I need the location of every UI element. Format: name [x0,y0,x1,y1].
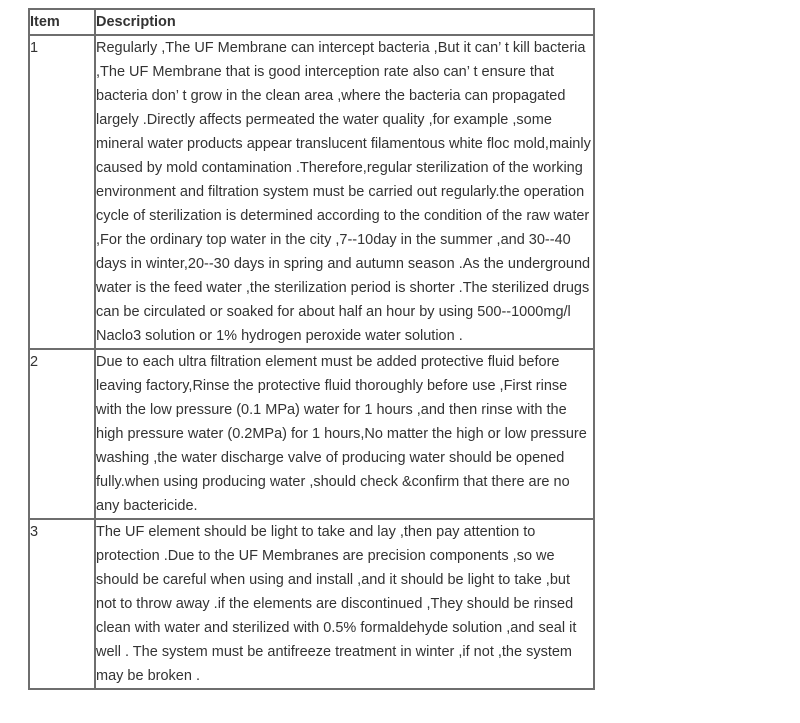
row-description [95,349,594,519]
table-row [29,349,594,519]
table-header-row [29,9,594,35]
maintenance-table [28,8,595,690]
row-item-number: 3 [29,519,95,689]
header-item: Item [29,9,95,35]
row-description-text: Regularly ,The UF Membrane can intercept bacteria ,But it can’ t kill bacteria ,The UF Membrane that is good interception rate also can’ t ensure that bacteria don’ t grow in the clean area ,where the bacteria can propagated largely .Directly affects permeated the water quality ,for example ,some mineral water products appear translucent filamentous white floc mold,mainly caused by mold contamination .Therefore,regular sterilization of the working environment and filtration system must be carried out regularly.the operation cycle of sterilization is determined according to the condition of the raw water ,For the ordinary top water in the city ,7--10day in the summer ,and 30--40 days in winter,20--30 days in spring and autumn season .As the underground water is the feed water ,the sterilization period is shorter .The sterilized drugs can be circulated or soaked for about half an hour by using 500--1000mg/l Naclo3 solution or 1% hydrogen peroxide water solution . [96,40,591,344]
row-description-text: The UF element should be light to take and lay ,then pay attention to protection .Due to the UF Membranes are precision components ,so we should be careful when using and install ,and it should be light to take ,but not to throw away .if the elements are discontinued ,They should be rinsed clean with water and sterilized with 0.5% formaldehyde solution ,and seal it well . The system must be antifreeze treatment in winter ,if not ,the system may be broken . [96,524,577,684]
row-description-text: Due to each ultra filtration element must be added protective fluid before leaving factory,Rinse the protective fluid thoroughly before use ,First rinse with the low pressure (0.1 MPa) water for 1 hours ,and then rinse with the high pressure water (0.2MPa) for 1 hours,No matter the high or low pressure washing ,the water discharge valve of producing water should be opened fully.when using producing water ,should check &confirm that there are no any bactericide. [96,354,587,514]
row-item-number: 1 [29,35,95,349]
table-row [29,519,594,689]
header-description: Description [95,9,594,35]
row-description [95,519,594,689]
row-item-number: 2 [29,349,95,519]
table-row [29,35,594,349]
row-description [95,35,594,349]
